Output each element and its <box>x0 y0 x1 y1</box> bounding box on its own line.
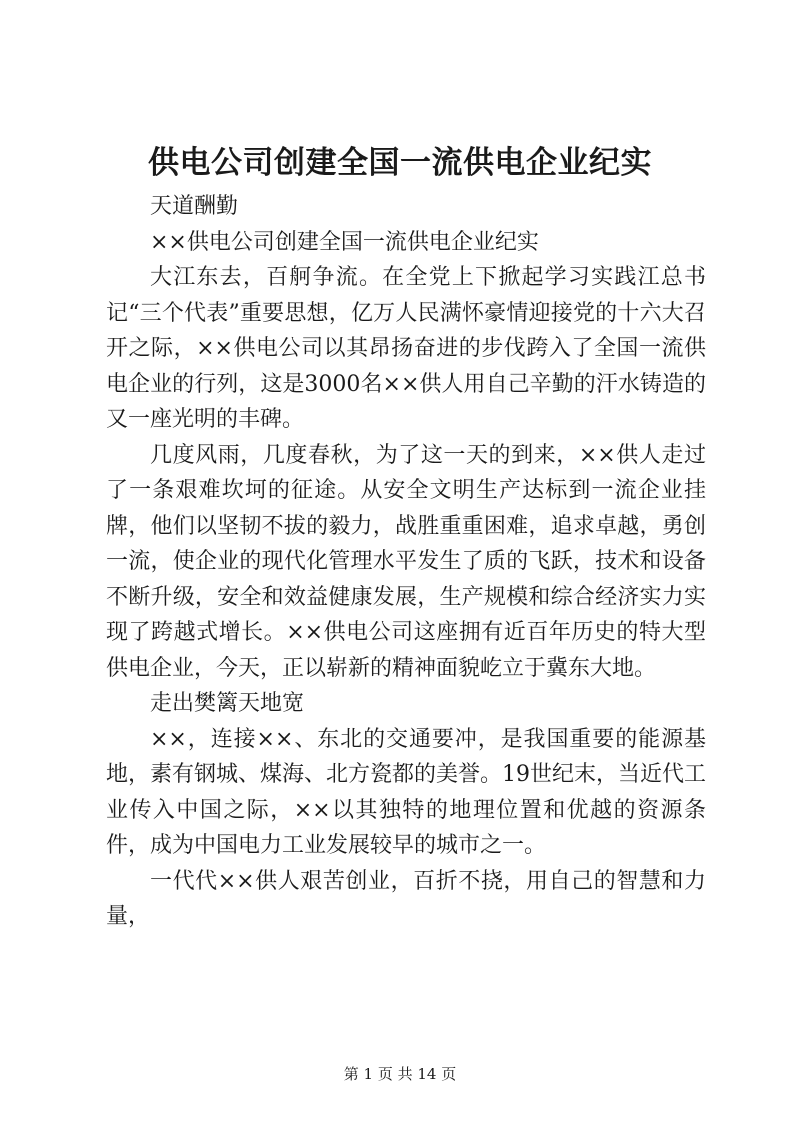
paragraph: ××，连接××、东北的交通要冲，是我国重要的能源基地，素有钢城、煤海、北方瓷都的美誉。19世纪末，当近代工业传入中国之际，××以其独特的地理位置和优越的资源条件，成为中国电力工业发展较早的城市之一。 <box>106 726 706 858</box>
paragraph: 几度风雨，几度春秋，为了这一天的到来，××供人走过了一条艰难坎坷的征途。从安全文明生产达标到一流企业挂牌，他们以坚韧不拔的毅力，战胜重重困难，追求卓越，勇创一流，使企业的现代化管理水平发生了质的飞跃，技术和设备不断升级，安全和效益健康发展，生产规模和综合经济实力实现了跨越式增长。××供电公司这座拥有近百年历史的特大型供电企业，今天，正以崭新的精神面貌屹立于冀东大地。 <box>106 442 706 681</box>
page-footer: 第 1 页 共 14 页 <box>343 1065 457 1083</box>
paragraph-subtitle: 天道酬勤 <box>150 194 239 219</box>
document-title: 供电公司创建全国一流供电企业纪实 <box>148 145 652 181</box>
section-heading: 走出樊篱天地宽 <box>150 691 305 716</box>
document-body <box>106 189 706 935</box>
paragraph: 一代代××供人艰苦创业，百折不挠，用自己的智慧和力量， <box>106 868 706 929</box>
paragraph: 大江东去，百舸争流。在全党上下掀起学习实践江总书记“三个代表”重要思想，亿万人民满怀豪情迎接党的十六大召开之际，××供电公司以其昂扬奋进的步伐跨入了全国一流供电企业的行列，这是3000名××供人用自己辛勤的汗水铸造的又一座光明的丰碑。 <box>106 265 706 432</box>
paragraph-heading: ××供电公司创建全国一流供电企业纪实 <box>150 229 539 255</box>
